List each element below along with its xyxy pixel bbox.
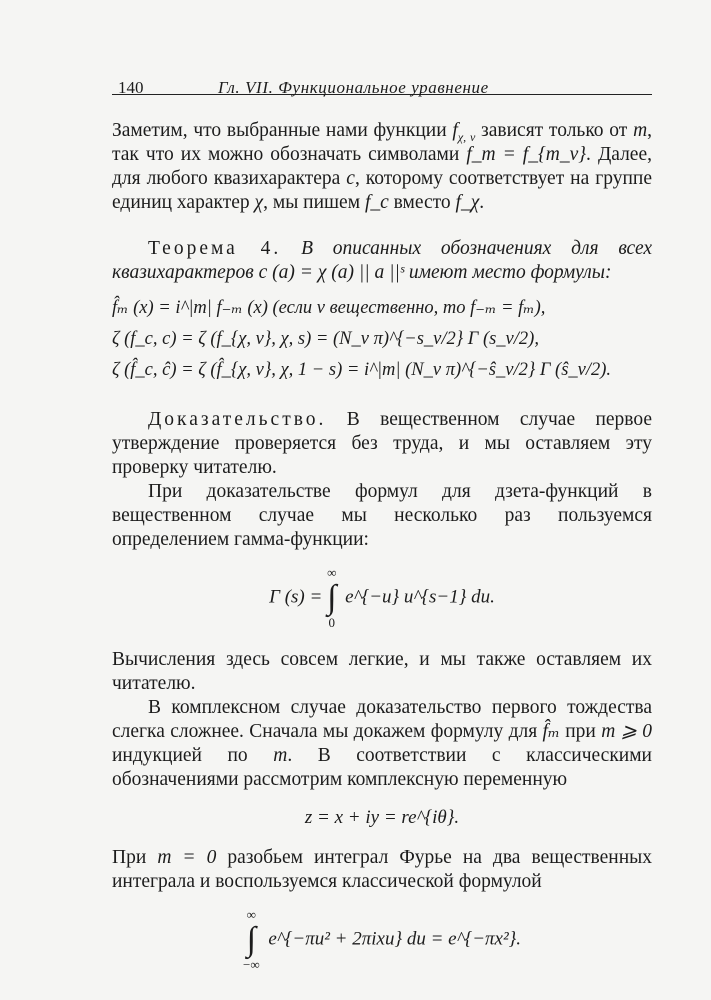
proof-paragraph-4: В комплексном случае доказательство первого тождества слегка сложнее. Сначала мы докажем формулу для f̂ₘ при m ⩾ 0 индукцией по m. В соответствии с классическими обозначениями рассмотрим комплексную переменную — [112, 697, 653, 790]
proof-paragraph-3: Вычисления здесь совсем легкие, и мы также оставляем их читателю. — [112, 649, 652, 694]
formula-line-3: ζ (f̂_c, ĉ) = ζ (f̂_{χ, v}, χ, 1 − s) = i^|m| (N_v π)^{−ŝ_v/2} Γ (ŝ_v/2). — [112, 360, 612, 380]
formula-line-1: f̂ₘ (x) = i^|m| f₋ₘ (x) (если v вещественно, то f₋ₘ = fₘ), — [112, 298, 546, 318]
integral-sign: ∞ ∫ 0 — [327, 565, 337, 630]
running-title: Гл. VII. Функциональное уравнение — [218, 78, 489, 97]
z-formula: z = x + iy = re^{iθ}. — [304, 807, 460, 828]
math-f-chi-v: $f_{\chi, v}$ — [452, 120, 476, 144]
proof-paragraph-1: Доказательство. В вещественном случае первое утверждение проверяется без труда, и мы оставляем эту проверку читателю. — [112, 409, 652, 478]
proof-label: Доказательство. — [148, 409, 327, 430]
theorem-formulas — [112, 293, 652, 386]
math-fm-eq: f_m = f_{m_v} — [466, 144, 587, 165]
theorem-label: Теорема 4. — [148, 238, 282, 259]
gamma-formula: Γ (s) = ∞ ∫ 0 e^{−u} u^{s−1} du. — [269, 565, 495, 630]
fourier-formula: ∞ ∫ −∞ e^{−πu² + 2πixu} du = e^{−πx²}. — [242, 907, 522, 972]
proof-paragraph-2: При доказательстве формул для дзета-функций в вещественном случае мы несколько раз пользуемся определением гамма-функции: — [112, 481, 652, 550]
theorem-statement: В описанных обозначениях для всех квазихарактеров c (a) = χ (a) || a ||ˢ имеют место формулы: — [112, 238, 653, 283]
paragraph-1: Заметим, что выбранные нами функции $f_{\chi, v}$ зависят только от m, так что их можно обозначать символами f_m = f_{m_v}. Далее, для любого квазихарактера c, которому соответствует на группе единиц характер χ, мы пишем f_c вместо f_χ. — [112, 120, 653, 213]
formula-line-2: ζ (f_c, c) = ζ (f_{χ, v}, χ, s) = (N_v π)^{−s_v/2} Γ (s_v/2), — [112, 329, 539, 349]
page-header — [112, 66, 652, 95]
page-number: 140 — [118, 78, 144, 97]
proof-paragraph-5: При m = 0 разобьем интеграл Фурье на два вещественных интеграла и воспользуемся классической формулой — [112, 847, 653, 892]
book-page — [112, 66, 652, 990]
integral-sign-fourier: ∞ ∫ −∞ — [242, 907, 260, 972]
theorem-4 — [112, 237, 652, 285]
